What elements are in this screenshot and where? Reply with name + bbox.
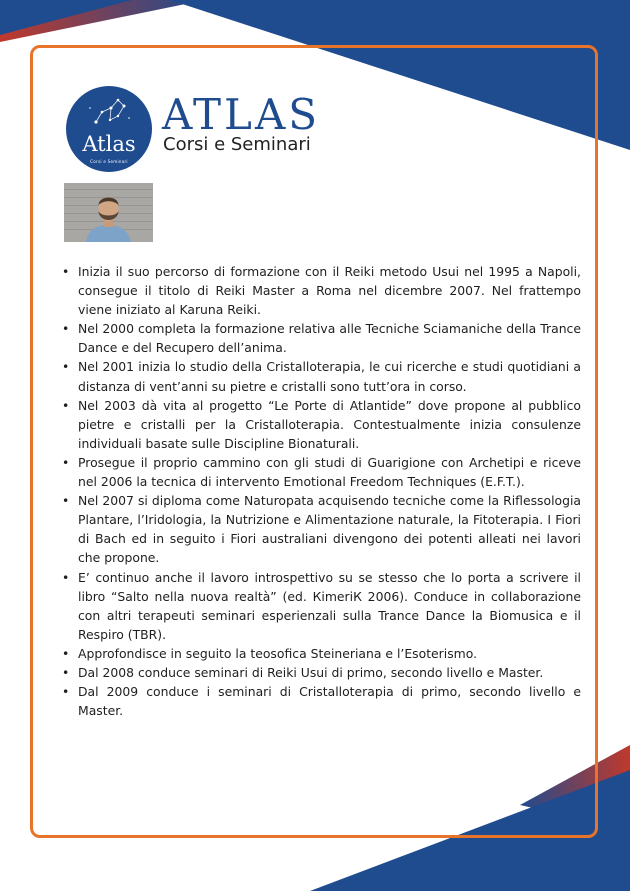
bio-item: • Nel 2001 inizia lo studio della Cristalloterapia, le cui ricerche e studi quotidiani a distanza di vent’anni su pietre e cristalli sono tutt’ora in corso. <box>78 357 581 395</box>
atlas-logo <box>66 86 152 172</box>
portrait-photo <box>64 183 153 242</box>
bio-item: • Inizia il suo percorso di formazione con il Reiki metodo Usui nel 1995 a Napoli, consegue il titolo di Reiki Master a Roma nel dicembre 2007. Nel frattempo viene iniziato al Karuna Reiki. <box>78 262 581 319</box>
bio-item: • Prosegue il proprio cammino con gli studi di Guarigione con Archetipi e riceve nel 2006 la tecnica di intervento Emotional Freedom Techniques (E.F.T.). <box>78 453 581 491</box>
bio-item: • Nel 2003 dà vita al progetto “Le Porte di Atlantide” dove propone al pubblico pietre e cristalli per la Cristalloterapia. Contestualmente inizia consulenze individuali basate sulle Discipline Bionaturali. <box>78 396 581 453</box>
bio-item: • Nel 2000 completa la formazione relativa alle Tecniche Sciamaniche della Trance Dance e del Recupero dell’anima. <box>78 319 581 357</box>
logo-word: Atlas <box>82 132 136 156</box>
brand-subtitle: Corsi e Seminari <box>163 134 311 155</box>
biography-list <box>58 262 581 720</box>
bio-item: • Approfondisce in seguito la teosofica Steineriana e l’Esoterismo. <box>78 644 581 663</box>
logo-subtext: Corsi e Seminari <box>90 159 128 164</box>
bio-item: • Dal 2009 conduce i seminari di Cristalloterapia di primo, secondo livello e Master. <box>78 682 581 720</box>
bio-item: • Dal 2008 conduce seminari di Reiki Usui di primo, secondo livello e Master. <box>78 663 581 682</box>
brand-title: ATLAS <box>162 90 321 139</box>
bio-item: • E’ continuo anche il lavoro introspettivo su se stesso che lo porta a scrivere il libro “Salto nella nuova realtà” (ed. КimeriК 2006). Conduce in collaborazione con altri terapeuti seminari esperienzali sulla Trance Dance la Biomusica e il Respiro (TBR). <box>78 568 581 644</box>
bio-item: • Nel 2007 si diploma come Naturopata acquisendo tecniche come la Riflessologia Plantare, l’Iridologia, la Nutrizione e Alimentazione naturale, la Fitoterapia. I Fiori di Bach ed in seguito i Fiori australiani divengono dei potenti alleati nei lavori che propone. <box>78 491 581 567</box>
person-icon <box>64 183 153 242</box>
